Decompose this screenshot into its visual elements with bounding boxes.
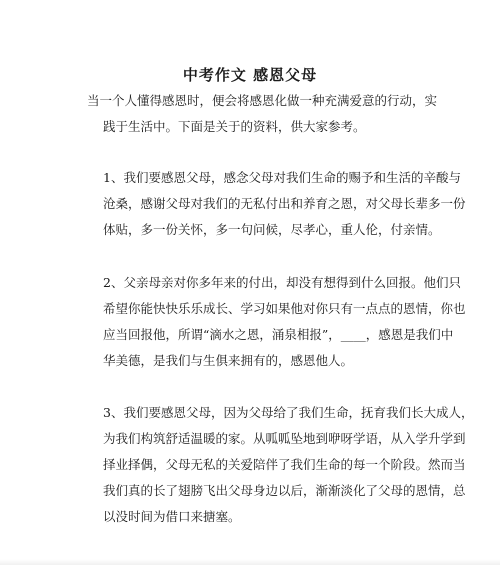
paragraph-intro (87, 88, 438, 140)
paragraph-line: 为我们构筑舒适温暖的家。从呱呱坠地到咿呀学语，从入学升学到 (103, 431, 466, 446)
paragraph-line: 华美德，是我们与生俱来拥有的，感恩他人。 (103, 353, 354, 368)
paragraph-line: 1、我们要感恩父母，感念父母对我们生命的赐予和生活的辛酸与 (103, 170, 461, 185)
paragraph-2 (103, 270, 466, 374)
paragraph-line: 沧桑，感谢父母对我们的无私付出和养育之恩，对父母长辈多一份 (103, 196, 466, 211)
paragraph-3 (103, 400, 474, 530)
paragraph-line: 以没时间为借口来搪塞。 (103, 509, 241, 524)
paragraph-1 (103, 165, 466, 243)
paragraph-line: 择业择偶，父母无私的关爱陪伴了我们生命的每一个阶段。然而当 (103, 457, 466, 472)
paragraph-line: 体贴，多一份关怀，多一句问候，尽孝心，重人伦，付亲情。 (103, 222, 441, 237)
paragraph-line: 3、我们要感恩父母，因为父母给了我们生命，抚育我们长大成人， (103, 405, 474, 420)
paragraph-line: 希望你能快快乐乐成长、学习如果他对你只有一点点的恩情，你也 (103, 301, 466, 316)
document-title: 中考作文 感恩父母 (182, 66, 318, 84)
paragraph-line: 我们真的长了翅膀飞出父母身边以后，渐渐淡化了父母的恩情，总 (103, 483, 466, 498)
paragraph-line: 应当回报他，所谓“滴水之恩，涌泉相报”，____，感恩是我们中 (103, 327, 454, 342)
paragraph-line: 当一个人懂得感恩时，便会将感恩化做一种充满爱意的行动，实 (87, 93, 438, 108)
page-bottom-edge (0, 559, 500, 565)
paragraph-line: 2、父亲母亲对你多年来的付出，却没有想得到什么回报。他们只 (103, 275, 461, 290)
paragraph-line: 践于生活中。下面是关于的资料，供大家参考。 (103, 119, 366, 134)
